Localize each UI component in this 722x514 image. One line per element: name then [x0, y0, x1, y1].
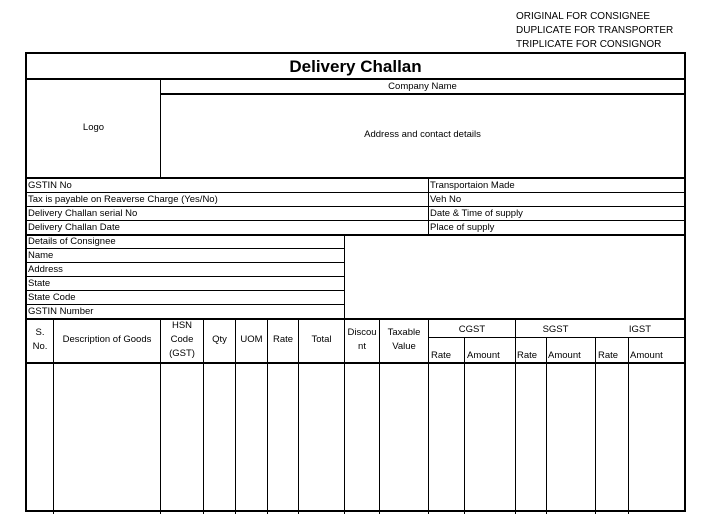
col-discount-line1: Discou [347, 327, 377, 338]
table-col-line [203, 319, 204, 514]
row-line [27, 304, 344, 305]
copy-designations [516, 10, 673, 52]
igst-amount: Amount [630, 350, 663, 361]
sgst-rate: Rate [517, 350, 538, 361]
vehicle-no-label: Veh No [430, 194, 462, 205]
divider [27, 318, 684, 320]
col-rate: Rate [272, 334, 294, 345]
col-discount-line2: nt [358, 341, 366, 352]
col-igst: IGST [628, 324, 652, 335]
place-of-supply-label: Place of supply [430, 222, 495, 233]
supply-datetime-label: Date & Time of supply [430, 208, 523, 219]
challan-form [25, 52, 686, 512]
row-line [27, 276, 344, 277]
col-sno-line1: S. [35, 327, 45, 338]
col-uom: UOM [240, 334, 263, 345]
reverse-charge-label: Tax is payable on Reaverse Charge (Yes/No) [28, 194, 218, 205]
igst-rate: Rate [598, 350, 619, 361]
consignee-heading: Details of Consignee [28, 236, 116, 247]
divider [344, 235, 345, 319]
row-line [27, 192, 684, 193]
table-col-line [515, 319, 516, 514]
transportation-label: Transportaion Made [430, 180, 515, 191]
divider [160, 93, 684, 95]
consignee-address-label: Address [28, 264, 63, 275]
table-col-line [235, 319, 236, 514]
address-details: Address and contact details [364, 129, 481, 140]
consignee-gstin-label: GSTIN Number [28, 306, 94, 317]
row-line [27, 206, 684, 207]
table-col-line [267, 319, 268, 514]
cgst-rate: Rate [431, 350, 452, 361]
copy-triplicate: TRIPLICATE FOR CONSIGNOR [516, 39, 662, 50]
table-col-line [428, 319, 429, 514]
col-hsn-line1: HSN [171, 320, 193, 331]
col-taxable-line2: Value [392, 341, 416, 352]
consignee-state-label: State [28, 278, 51, 289]
gstin-label: GSTIN No [28, 180, 72, 191]
col-hsn-line2: Code [170, 334, 194, 345]
row-line [27, 290, 344, 291]
col-hsn-line3: (GST) [169, 348, 195, 359]
challan-date-label: Delivery Challan Date [28, 222, 120, 233]
col-sgst: SGST [542, 324, 569, 335]
table-col-line [298, 319, 299, 514]
col-taxable-line1: Taxable [387, 327, 421, 338]
col-description: Description of Goods [62, 334, 152, 345]
col-cgst: CGST [458, 324, 486, 335]
logo-placeholder: Logo [82, 122, 105, 133]
cgst-amount: Amount [467, 350, 500, 361]
divider [27, 234, 684, 236]
form-title: Delivery Challan [289, 57, 422, 76]
company-name: Company Name [388, 81, 457, 92]
col-total: Total [311, 334, 332, 345]
consignee-name-label: Name [28, 250, 54, 261]
table-col-line [53, 319, 54, 514]
copy-duplicate: DUPLICATE FOR TRANSPORTER [516, 25, 674, 36]
col-sno-line2: No. [32, 341, 48, 352]
table-header-bottom [27, 362, 684, 364]
copy-original: ORIGINAL FOR CONSIGNEE [516, 11, 651, 22]
challan-serial-label: Delivery Challan serial No [28, 208, 138, 219]
consignee-state-code-label: State Code [28, 292, 76, 303]
row-line [27, 248, 344, 249]
table-subheader-line [428, 337, 684, 338]
divider [27, 177, 684, 179]
sgst-amount: Amount [548, 350, 581, 361]
divider [27, 78, 684, 80]
row-line [27, 220, 684, 221]
col-qty: Qty [212, 334, 227, 345]
row-line [27, 262, 344, 263]
